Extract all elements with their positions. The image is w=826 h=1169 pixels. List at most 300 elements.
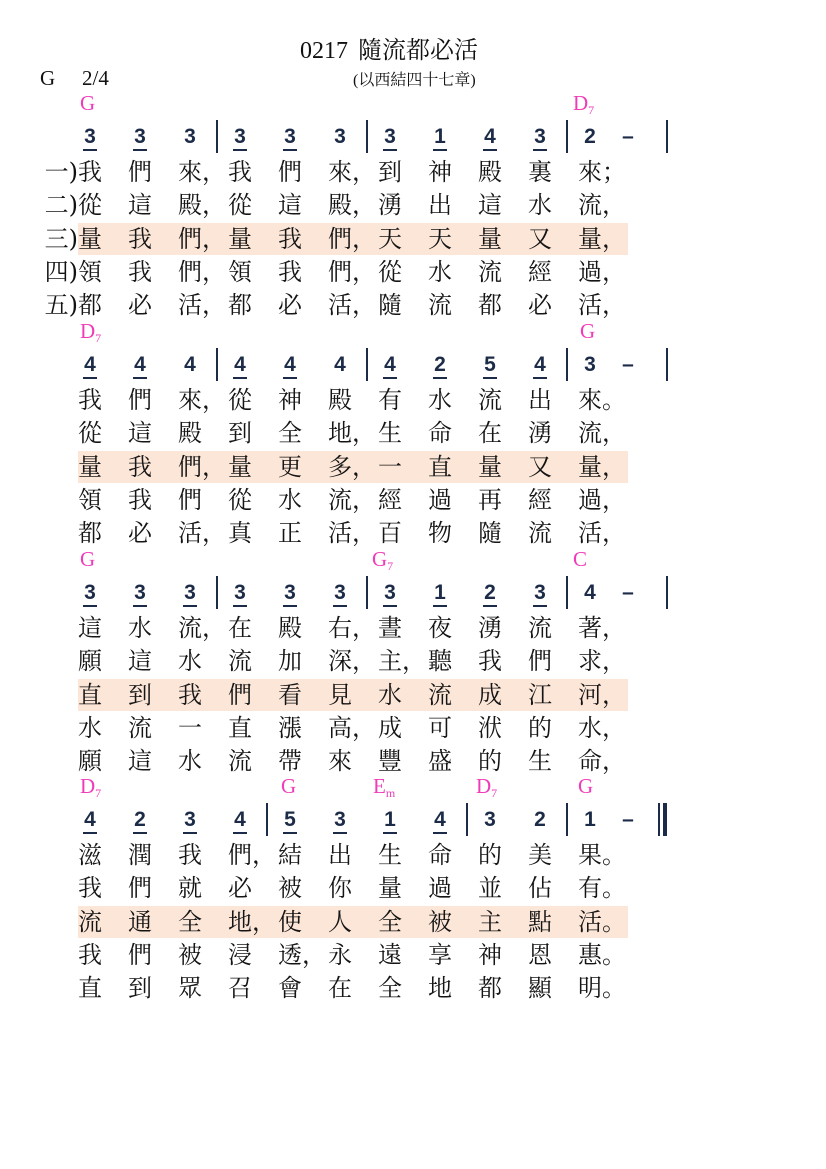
lyric-syllable: 更 — [278, 453, 302, 481]
barline — [366, 120, 368, 153]
lyric-syllable: 從 — [228, 386, 252, 414]
lyric-syllable: 都 — [228, 291, 252, 319]
note: 4 — [128, 354, 152, 376]
verse-label: 一) — [44, 158, 78, 186]
lyric-syllable: 量 — [78, 225, 102, 253]
note: 1 — [378, 809, 402, 831]
lyric-syllable: 直 — [428, 453, 452, 481]
lyric-syllable: 水 — [278, 486, 302, 514]
lyric-syllable: 被 — [428, 908, 452, 936]
note: 4 — [584, 581, 596, 604]
lyric-syllable: 量， — [578, 453, 626, 481]
lyric-syllable: 我 — [78, 158, 102, 186]
lyric-syllable: 求， — [578, 647, 626, 675]
lyric-syllable: 漲 — [278, 714, 302, 742]
lyric-syllable: 隨 — [378, 291, 402, 319]
lyric-syllable: 會 — [278, 974, 302, 1002]
chord-root: D — [80, 319, 96, 343]
lyric-syllable: 來， — [328, 158, 376, 186]
lyric-syllable: 我 — [128, 453, 152, 481]
verse-label: 四) — [44, 258, 78, 286]
chord-quality: 7 — [491, 786, 498, 800]
note: 1 — [584, 808, 596, 831]
lyric-syllable: 來 — [328, 747, 352, 775]
lyric-syllable: 見 — [328, 681, 352, 709]
lyric-syllable: 湧 — [478, 614, 502, 642]
lyric-syllable: 美 — [528, 841, 552, 869]
note: 4 — [278, 354, 302, 376]
key-signature: G — [40, 66, 56, 90]
barline — [566, 803, 568, 836]
lyric-syllable: 結 — [278, 841, 302, 869]
chord-root: C — [573, 547, 588, 571]
lyric-syllable: 浸 — [228, 941, 252, 969]
lyric-syllable: 活， — [328, 519, 376, 547]
lyric-syllable: 主， — [378, 647, 426, 675]
lyric-syllable: 流 — [228, 747, 252, 775]
barline — [566, 576, 568, 609]
lyric-syllable: 夜 — [428, 614, 452, 642]
note: 3 — [528, 126, 552, 148]
lyric-syllable: 著， — [578, 614, 626, 642]
lyric-syllable: 流， — [328, 486, 376, 514]
chord-symbol — [80, 548, 95, 570]
lyric-syllable: 殿 — [178, 419, 202, 447]
lyric-syllable: 在 — [228, 614, 252, 642]
lyric-syllable: 從 — [228, 486, 252, 514]
note: 2 — [128, 809, 152, 831]
lyric-syllable: 生 — [528, 747, 552, 775]
lyric-syllable: 百 — [378, 519, 402, 547]
lyric-syllable: 到 — [128, 681, 152, 709]
note: 4 — [184, 353, 196, 376]
note: 3 — [228, 582, 252, 604]
lyric-line-verse-3 — [0, 909, 826, 935]
lyric-syllable: 都 — [78, 291, 102, 319]
lyric-syllable: 量 — [378, 874, 402, 902]
lyric-syllable: 地， — [328, 419, 376, 447]
lyric-syllable: 滋 — [78, 841, 102, 869]
lyric-syllable: 流， — [578, 419, 626, 447]
lyric-syllable: 聽 — [428, 647, 452, 675]
lyric-syllable: 江 — [528, 681, 552, 709]
lyric-syllable: 天 — [378, 225, 402, 253]
lyric-line-verse-5 — [0, 975, 826, 1001]
lyric-syllable: 水 — [178, 647, 202, 675]
lyric-syllable: 有 — [378, 386, 402, 414]
chord-root: G — [80, 547, 96, 571]
lyric-syllable: 全 — [278, 419, 302, 447]
hold-dash: – — [622, 353, 634, 376]
lyric-syllable: 我 — [278, 225, 302, 253]
lyric-syllable: 水 — [528, 191, 552, 219]
note: 4 — [228, 809, 252, 831]
barline — [666, 120, 668, 153]
lyric-syllable: 點 — [528, 908, 552, 936]
lyric-syllable: 果。 — [578, 841, 626, 869]
chord-root: G — [578, 774, 594, 798]
note: 3 — [334, 125, 346, 148]
lyric-syllable: 人 — [328, 908, 352, 936]
barline — [466, 803, 468, 836]
lyric-syllable: 晝 — [378, 614, 402, 642]
lyric-syllable: 流 — [228, 647, 252, 675]
lyric-syllable: 看 — [278, 681, 302, 709]
lyric-syllable: 們 — [228, 681, 252, 709]
lyric-syllable: 多， — [328, 453, 376, 481]
lyric-syllable: 們 — [128, 386, 152, 414]
lyric-syllable: 潤 — [128, 841, 152, 869]
lyric-syllable: 流， — [578, 191, 626, 219]
lyric-syllable: 就 — [178, 874, 202, 902]
barline — [566, 348, 568, 381]
lyric-syllable: 流， — [178, 614, 226, 642]
note: 3 — [484, 808, 496, 831]
lyric-syllable: 到 — [128, 974, 152, 1002]
lyric-syllable: 活， — [178, 519, 226, 547]
lyric-syllable: 流 — [128, 714, 152, 742]
note: 4 — [428, 809, 452, 831]
lyric-syllable: 一 — [378, 453, 402, 481]
lyric-line-verse-5 — [0, 292, 826, 318]
lyric-syllable: 天 — [428, 225, 452, 253]
lyric-syllable: 出 — [328, 841, 352, 869]
note: 3 — [528, 582, 552, 604]
barline — [666, 576, 668, 609]
note: 5 — [478, 354, 502, 376]
note: 3 — [184, 125, 196, 148]
lyric-syllable: 過， — [578, 258, 626, 286]
chord-root: G — [372, 547, 388, 571]
chord-root: G — [80, 91, 96, 115]
song-number: 0217 — [300, 38, 348, 64]
lyric-syllable: 殿， — [328, 191, 376, 219]
lyric-syllable: 量 — [228, 225, 252, 253]
lyric-syllable: 們 — [178, 486, 202, 514]
lyric-syllable: 右， — [328, 614, 376, 642]
lyric-syllable: 直 — [78, 681, 102, 709]
song-title — [300, 37, 478, 65]
lyric-syllable: 出 — [528, 386, 552, 414]
lyric-syllable: 量 — [228, 453, 252, 481]
note: 3 — [584, 353, 596, 376]
note: 5 — [278, 809, 302, 831]
note: 4 — [528, 354, 552, 376]
lyric-syllable: 使 — [278, 908, 302, 936]
chord-symbol — [373, 774, 396, 800]
lyric-line-verse-3 — [0, 682, 826, 708]
lyric-line-verse-1 — [0, 615, 826, 641]
chord-quality: 7 — [95, 786, 102, 800]
barline — [266, 803, 268, 836]
lyric-syllable: 豐 — [378, 747, 402, 775]
lyric-syllable: 又 — [528, 225, 552, 253]
lyric-syllable: 們， — [328, 258, 376, 286]
lyric-syllable: 經 — [528, 258, 552, 286]
lyric-syllable: 們 — [528, 647, 552, 675]
song-name: 隨流都必活 — [358, 38, 478, 64]
lyric-syllable: 流 — [428, 681, 452, 709]
lyric-syllable: 領 — [78, 258, 102, 286]
note: 4 — [228, 354, 252, 376]
note: 4 — [78, 354, 102, 376]
lyric-syllable: 水 — [378, 681, 402, 709]
chord-root: D — [573, 91, 589, 115]
note: 3 — [78, 582, 102, 604]
note: 3 — [178, 809, 202, 831]
lyric-syllable: 直 — [78, 974, 102, 1002]
lyric-syllable: 我 — [178, 681, 202, 709]
chord-quality: m — [385, 786, 396, 800]
lyric-syllable: 水 — [128, 614, 152, 642]
hold-dash: – — [622, 808, 634, 831]
barline — [366, 576, 368, 609]
lyric-line-verse-4 — [0, 487, 826, 513]
lyric-syllable: 我 — [278, 258, 302, 286]
lyric-syllable: 地 — [428, 974, 452, 1002]
lyric-syllable: 活， — [578, 291, 626, 319]
lyric-syllable: 召 — [228, 974, 252, 1002]
lyric-syllable: 到 — [228, 419, 252, 447]
lyric-syllable: 我 — [128, 486, 152, 514]
chord-quality: 7 — [387, 559, 394, 573]
lyric-syllable: 又 — [528, 453, 552, 481]
note: 2 — [428, 354, 452, 376]
lyric-syllable: 有。 — [578, 874, 626, 902]
lyric-syllable: 這 — [78, 614, 102, 642]
lyric-syllable: 從 — [228, 191, 252, 219]
final-barline-thin — [658, 803, 660, 836]
lyric-syllable: 恩 — [528, 941, 552, 969]
lyric-syllable: 神 — [428, 158, 452, 186]
chord-symbol — [578, 775, 593, 797]
lyric-syllable: 這 — [478, 191, 502, 219]
lyric-syllable: 必 — [128, 291, 152, 319]
chord-symbol — [372, 547, 394, 573]
lyric-syllable: 從 — [78, 419, 102, 447]
chord-symbol — [573, 548, 587, 570]
lyric-syllable: 生 — [378, 419, 402, 447]
lyric-syllable: 都 — [478, 974, 502, 1002]
note: 2 — [584, 125, 596, 148]
lyric-syllable: 到 — [378, 158, 402, 186]
lyric-syllable: 量， — [578, 225, 626, 253]
note: 4 — [334, 353, 346, 376]
note: 3 — [128, 126, 152, 148]
note: 4 — [78, 809, 102, 831]
lyric-line-verse-2 — [0, 875, 826, 901]
lyric-syllable: 水 — [78, 714, 102, 742]
note: 1 — [428, 126, 452, 148]
lyric-syllable: 全 — [178, 908, 202, 936]
barline — [366, 348, 368, 381]
lyric-syllable: 經 — [528, 486, 552, 514]
chord-symbol — [573, 91, 595, 117]
lyric-syllable: 盛 — [428, 747, 452, 775]
lyric-syllable: 的 — [478, 747, 502, 775]
lyric-syllable: 我 — [228, 158, 252, 186]
lyric-syllable: 的 — [478, 841, 502, 869]
note: 4 — [378, 354, 402, 376]
lyric-syllable: 這 — [128, 191, 152, 219]
lyric-syllable: 活， — [578, 519, 626, 547]
lyric-line-verse-4 — [0, 715, 826, 741]
barline — [566, 120, 568, 153]
chord-symbol — [80, 319, 102, 345]
lyric-syllable: 量 — [478, 225, 502, 253]
lyric-syllable: 來， — [178, 386, 226, 414]
lyric-syllable: 神 — [278, 386, 302, 414]
lyric-syllable: 們， — [178, 225, 226, 253]
lyric-syllable: 我 — [78, 941, 102, 969]
lyric-syllable: 必 — [528, 291, 552, 319]
chord-symbol — [580, 320, 595, 342]
lyric-syllable: 我 — [478, 647, 502, 675]
lyric-syllable: 地， — [228, 908, 276, 936]
lyric-line-verse-3 — [0, 226, 826, 252]
lyric-syllable: 們 — [128, 158, 152, 186]
lyric-syllable: 的 — [528, 714, 552, 742]
barline — [216, 576, 218, 609]
lyric-syllable: 我 — [128, 225, 152, 253]
lyric-line-verse-2 — [0, 420, 826, 446]
music-system-1 — [0, 91, 826, 323]
lyric-line-verse-1 — [0, 387, 826, 413]
lyric-syllable: 都 — [78, 519, 102, 547]
lyric-syllable: 真 — [228, 519, 252, 547]
lyric-syllable: 全 — [378, 974, 402, 1002]
lyric-syllable: 流 — [478, 386, 502, 414]
lyric-syllable: 裏 — [528, 158, 552, 186]
lyric-syllable: 正 — [278, 519, 302, 547]
note: 3 — [328, 809, 352, 831]
music-system-2 — [0, 319, 826, 551]
note: 3 — [78, 126, 102, 148]
lyric-syllable: 生 — [378, 841, 402, 869]
lyric-syllable: 從 — [78, 191, 102, 219]
lyric-syllable: 們， — [228, 841, 276, 869]
lyric-syllable: 這 — [128, 419, 152, 447]
lyric-syllable: 水 — [428, 258, 452, 286]
lyric-syllable: 高， — [328, 714, 376, 742]
note: 3 — [378, 126, 402, 148]
lyric-syllable: 洑 — [478, 714, 502, 742]
lyric-syllable: 出 — [428, 191, 452, 219]
lyric-syllable: 們， — [178, 258, 226, 286]
lyric-syllable: 領 — [228, 258, 252, 286]
lyric-syllable: 加 — [278, 647, 302, 675]
lyric-syllable: 們， — [178, 453, 226, 481]
lyric-syllable: 經 — [378, 486, 402, 514]
chord-symbol — [80, 774, 102, 800]
lyric-syllable: 透， — [278, 941, 326, 969]
lyric-syllable: 量 — [478, 453, 502, 481]
lyric-syllable: 湧 — [378, 191, 402, 219]
lyric-syllable: 來； — [578, 158, 626, 186]
lyric-syllable: 深， — [328, 647, 376, 675]
lyric-syllable: 必 — [278, 291, 302, 319]
lyric-syllable: 你 — [328, 874, 352, 902]
lyric-syllable: 河， — [578, 681, 626, 709]
chord-symbol — [80, 92, 95, 114]
lyric-syllable: 我 — [128, 258, 152, 286]
lyric-syllable: 在 — [328, 974, 352, 1002]
lyric-syllable: 過 — [428, 874, 452, 902]
lyric-syllable: 在 — [478, 419, 502, 447]
lyric-syllable: 主 — [478, 908, 502, 936]
lyric-line-verse-3 — [0, 454, 826, 480]
lyric-syllable: 物 — [428, 519, 452, 547]
lyric-line-verse-2 — [0, 648, 826, 674]
chord-root: D — [476, 774, 492, 798]
lyric-line-verse-1 — [0, 159, 826, 185]
lyric-syllable: 成 — [478, 681, 502, 709]
lyric-syllable: 願 — [78, 747, 102, 775]
lyric-syllable: 這 — [128, 647, 152, 675]
lyric-syllable: 願 — [78, 647, 102, 675]
lyric-syllable: 來， — [178, 158, 226, 186]
lyric-line-verse-5 — [0, 748, 826, 774]
chord-quality: 7 — [95, 331, 102, 345]
note: 2 — [534, 808, 546, 831]
lyric-syllable: 全 — [378, 908, 402, 936]
note: 3 — [378, 582, 402, 604]
note: 3 — [278, 126, 302, 148]
lyric-syllable: 我 — [178, 841, 202, 869]
verse-label: 二) — [44, 191, 78, 219]
lyric-syllable: 直 — [228, 714, 252, 742]
lyric-syllable: 惠。 — [578, 941, 626, 969]
lyric-syllable: 水 — [428, 386, 452, 414]
lyric-syllable: 量 — [78, 453, 102, 481]
lyric-syllable: 殿， — [178, 191, 226, 219]
lyric-syllable: 活。 — [578, 908, 626, 936]
barline — [216, 120, 218, 153]
lyric-syllable: 殿 — [278, 614, 302, 642]
note: 3 — [328, 582, 352, 604]
lyric-syllable: 領 — [78, 486, 102, 514]
hold-dash: – — [622, 125, 634, 148]
lyric-syllable: 我 — [78, 874, 102, 902]
lyric-syllable: 帶 — [278, 747, 302, 775]
music-system-3 — [0, 547, 826, 779]
chord-symbol — [476, 774, 498, 800]
lyric-line-verse-2 — [0, 192, 826, 218]
lyric-syllable: 永 — [328, 941, 352, 969]
chord-symbol — [281, 775, 296, 797]
lyric-line-verse-1 — [0, 842, 826, 868]
note: 3 — [278, 582, 302, 604]
lyric-syllable: 來。 — [578, 386, 626, 414]
lyric-syllable: 殿 — [328, 386, 352, 414]
lyric-syllable: 這 — [128, 747, 152, 775]
chord-root: G — [580, 319, 596, 343]
lyric-syllable: 神 — [478, 941, 502, 969]
note: 4 — [478, 126, 502, 148]
scripture-reference: (以西結四十七章) — [353, 72, 476, 89]
lyric-syllable: 們， — [328, 225, 376, 253]
chord-root: D — [80, 774, 96, 798]
barline — [666, 348, 668, 381]
time-signature: 2/4 — [82, 66, 109, 90]
lyric-syllable: 流 — [78, 908, 102, 936]
lyric-syllable: 命 — [428, 841, 452, 869]
lyric-syllable: 隨 — [478, 519, 502, 547]
lyric-syllable: 們 — [128, 941, 152, 969]
lyric-syllable: 流 — [428, 291, 452, 319]
lyric-syllable: 被 — [178, 941, 202, 969]
lyric-syllable: 們 — [128, 874, 152, 902]
